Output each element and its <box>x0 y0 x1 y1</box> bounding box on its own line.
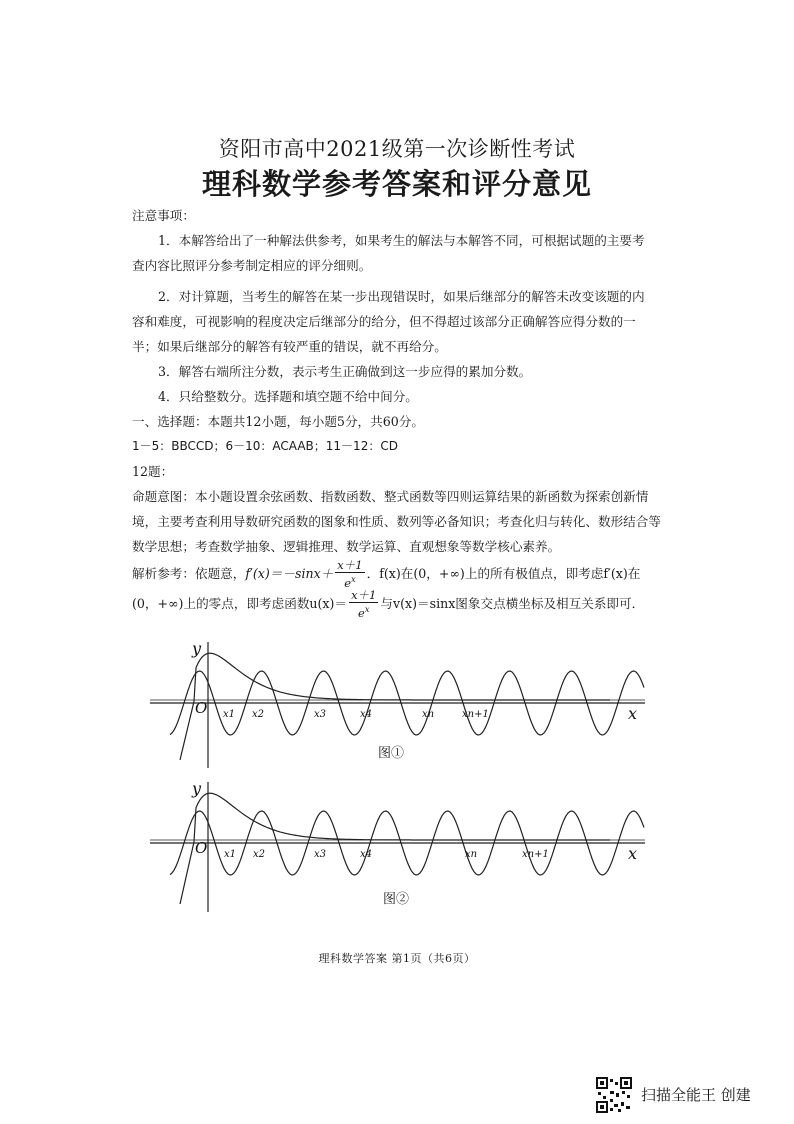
point-label: x3 <box>314 849 327 860</box>
note-1-line-1: 1．本解答给出了一种解法供参考，如果考生的解法与本解答不同，可根据试题的主要考 <box>158 233 645 248</box>
figure-2-caption: 图② <box>383 892 410 907</box>
notes-block <box>132 203 670 619</box>
analysis-middle: ．f(x)在(0，+∞)上的所有极值点，即考虑f′(x)在 <box>366 566 641 581</box>
note-1-line-2: 查内容比照评分参考制定相应的评分细则。 <box>132 258 372 273</box>
note-2-line-3: 半；如果后继部分的解答有较严重的错误，就不再给分。 <box>132 339 447 354</box>
x-axis-label: x <box>628 704 638 723</box>
origin-label: O <box>195 699 208 717</box>
point-label: xn+1 <box>522 849 549 860</box>
fraction-2-numerator: x＋1 <box>351 588 377 603</box>
note-2-line-2: 容和难度，可视影响的程度决定后继部分的给分，但不得超过该部分正确解答应得分数的一 <box>132 314 636 329</box>
qr-code-icon <box>596 1077 632 1113</box>
point-label: x3 <box>314 709 327 720</box>
point-label: x1 <box>223 709 236 720</box>
fraction-2 <box>349 589 378 620</box>
fraction-1 <box>335 559 364 590</box>
scanner-watermark: 扫描全能王 创建 <box>641 1086 751 1104</box>
choice-answers: 1－5：BBCCD；6－10：ACAAB；11－12：CD <box>132 439 398 453</box>
analysis-prefix: 解析参考：依题意， <box>132 566 246 581</box>
point-label: x2 <box>253 849 266 860</box>
note-2-line-1: 2．对计算题，当考生的解答在某一步出现错误时，如果后继部分的解答未改变该题的内 <box>158 289 645 304</box>
x-axis-label: x <box>628 844 638 863</box>
point-label: xn <box>465 849 478 860</box>
y-axis-label: y <box>192 640 202 658</box>
point-label: x2 <box>252 709 265 720</box>
analysis-line-2 <box>132 589 670 619</box>
figure-1-caption: 图① <box>378 746 405 761</box>
intent-line-2: 境，主要考查利用导数研究函数的图象和性质、数列等必备知识；考查化归与转化、数形结合等 <box>132 514 661 529</box>
notes-heading: 注意事项： <box>132 208 195 223</box>
point-label: x4 <box>360 709 373 720</box>
derivative-expression: f′(x)＝－sinx＋ <box>245 566 334 581</box>
analysis-line-1 <box>132 559 670 589</box>
exam-title: 资阳市高中2021级第一次诊断性考试 <box>218 137 576 161</box>
analysis-second-prefix: (0，+∞)上的零点，即考虑函数u(x)＝ <box>132 596 348 611</box>
origin-label: O <box>195 839 208 857</box>
note-4: 4．只给整数分。选择题和填空题不给中间分。 <box>158 389 418 404</box>
point-label: xn <box>422 709 435 720</box>
page-footer: 理科数学答案 第1页（共6页） <box>318 952 476 965</box>
point-label: xn+1 <box>462 709 489 720</box>
point-label: x1 <box>224 849 237 860</box>
note-3: 3．解答右端所注分数，表示考生正确做到这一步应得的累加分数。 <box>158 364 532 379</box>
section-1-heading: 一、选择题：本题共12小题，每小题5分，共60分。 <box>132 414 424 429</box>
question-12-label: 12题： <box>132 464 174 479</box>
y-axis-label: y <box>192 780 202 798</box>
analysis-tail: 与v(x)＝sinx图象交点横坐标及相互关系即可． <box>380 596 645 611</box>
answer-title: 理科数学参考答案和评分意见 <box>201 167 592 201</box>
intent-line-1: 命题意图：本小题设置余弦函数、指数函数、整式函数等四则运算结果的新函数为探索创新情 <box>132 489 649 504</box>
fraction-1-denominator: $e^x$ <box>344 575 356 590</box>
intent-line-3: 数学思想；考查数学抽象、逻辑推理、数学运算、直观想象等数学核心素养。 <box>132 539 561 554</box>
point-label: x4 <box>360 849 373 860</box>
fraction-2-denominator: $e^x$ <box>358 605 370 620</box>
fraction-1-numerator: x＋1 <box>337 558 363 573</box>
